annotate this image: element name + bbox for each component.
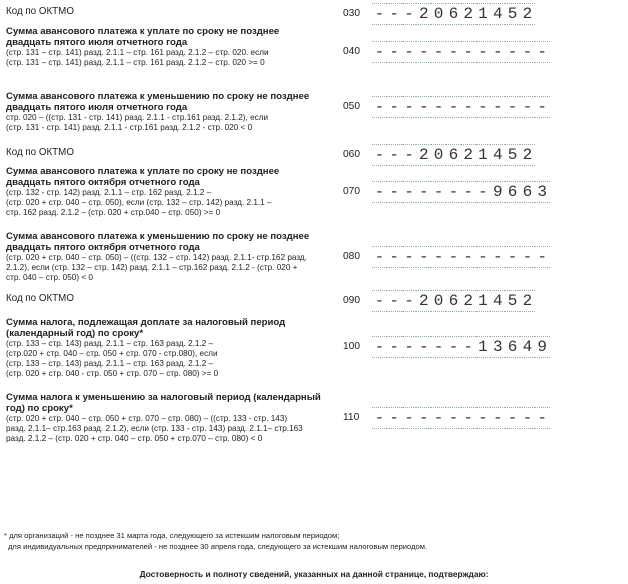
value-cell[interactable]: -	[387, 339, 402, 355]
value-cell[interactable]: -	[535, 99, 550, 115]
value-cell[interactable]: 5	[505, 147, 520, 163]
value-cells-070[interactable]	[372, 184, 550, 200]
value-cell[interactable]: -	[372, 293, 387, 309]
row-formula-line: разд. 2.1.2 – (стр. 020 + стр. 040 – стр. 050 + стр.070 – стр. 080) < 0	[6, 433, 263, 443]
value-cell[interactable]: 3	[490, 339, 505, 355]
value-cells-110[interactable]	[372, 410, 550, 426]
value-cell[interactable]: -	[446, 410, 461, 426]
value-cell[interactable]: -	[461, 410, 476, 426]
row-formula-line: (стр. 131 - стр. 141) разд. 2.1.1 - стр.161 разд. 2.1.2 - стр. 020 < 0	[6, 122, 253, 132]
value-cell[interactable]: -	[476, 99, 491, 115]
value-cell[interactable]: -	[431, 184, 446, 200]
value-cell[interactable]: -	[387, 99, 402, 115]
value-cell[interactable]: -	[402, 184, 417, 200]
value-cell[interactable]: -	[387, 44, 402, 60]
confirmation-text: Достоверность и полноту сведений, указанных на данной странице, подтверждаю:	[139, 569, 489, 579]
row-formula-line: (стр.020 + стр. 040 – стр. 050 + стр. 070 - стр.080), если	[6, 348, 218, 358]
value-cell[interactable]: -	[402, 249, 417, 265]
value-cell[interactable]: 2	[416, 293, 431, 309]
value-cell[interactable]: -	[476, 249, 491, 265]
value-cell[interactable]: -	[402, 293, 417, 309]
value-cell[interactable]: -	[446, 44, 461, 60]
value-cell[interactable]: -	[446, 339, 461, 355]
value-cell[interactable]: 2	[461, 147, 476, 163]
value-cell[interactable]: 6	[446, 147, 461, 163]
value-cell[interactable]: -	[372, 339, 387, 355]
row-formula-line: (стр. 020 + стр. 040 – стр. 050) – ((стр. 132 – стр. 142) разд. 2.1.1- стр.162 разд.	[6, 253, 307, 262]
value-cell[interactable]: 0	[431, 6, 446, 22]
row-formula-line: стр. 162 разд. 2.1.2 – (стр. 020 + стр.040 – стр. 050) >= 0	[6, 207, 221, 217]
value-cell[interactable]: 5	[505, 293, 520, 309]
value-cell[interactable]: -	[520, 410, 535, 426]
row-title: Код по ОКТМО	[6, 6, 74, 17]
value-cell[interactable]: -	[520, 249, 535, 265]
value-cell[interactable]: -	[416, 99, 431, 115]
line-code: 040	[343, 46, 360, 57]
value-cell[interactable]: 5	[505, 6, 520, 22]
line-code: 050	[343, 101, 360, 112]
value-cell[interactable]: -	[461, 339, 476, 355]
row-formula-line: (стр. 020 + стр. 040 - стр. 050 + стр. 070 – стр. 080) >= 0	[6, 368, 219, 378]
row-title: Сумма авансового платежа к уменьшению по сроку не позднее двадцать пятого октября отчетного года	[6, 231, 310, 253]
value-cell[interactable]: 3	[535, 184, 550, 200]
row-description	[6, 392, 324, 444]
value-cell[interactable]: 2	[520, 147, 535, 163]
row-formula-line: (стр. 131 – стр. 141) разд. 2.1.1 – стр. 161 разд. 2.1.2 – стр. 020. если	[6, 48, 269, 57]
value-cell[interactable]: -	[431, 339, 446, 355]
value-cell[interactable]: 2	[416, 147, 431, 163]
row-formula-line: (стр. 133 – стр. 143) разд. 2.1.1 – стр. 163 разд. 2.1.2 –	[6, 358, 214, 368]
value-cell[interactable]: 6	[446, 293, 461, 309]
value-cells-080[interactable]	[372, 249, 550, 265]
row-description	[6, 6, 324, 17]
value-cell[interactable]: -	[476, 410, 491, 426]
value-cell[interactable]: -	[416, 249, 431, 265]
footnote-line-organizations: * для организаций - не позднее 31 марта года, следующего за истекшим налоговым периодом;	[4, 531, 340, 540]
row-title: Код по ОКТМО	[6, 293, 74, 304]
value-cell[interactable]: -	[387, 249, 402, 265]
value-cell[interactable]: -	[490, 410, 505, 426]
value-cells-090[interactable]	[372, 293, 535, 309]
line-code: 060	[343, 149, 360, 160]
value-cell[interactable]: -	[372, 249, 387, 265]
value-cell[interactable]: -	[431, 249, 446, 265]
row-description	[6, 231, 324, 283]
row-description	[6, 317, 324, 379]
line-code: 110	[343, 412, 360, 423]
value-cell[interactable]: 6	[520, 184, 535, 200]
value-cell[interactable]: -	[431, 99, 446, 115]
value-cell[interactable]: 6	[505, 339, 520, 355]
value-cell[interactable]: -	[461, 249, 476, 265]
value-cell[interactable]: -	[387, 147, 402, 163]
line-code: 080	[343, 251, 360, 262]
value-cell[interactable]: -	[535, 44, 550, 60]
row-description	[6, 147, 324, 158]
value-cell[interactable]: -	[446, 184, 461, 200]
value-cell[interactable]: -	[372, 184, 387, 200]
value-cell[interactable]: 2	[461, 6, 476, 22]
value-cell[interactable]: -	[535, 410, 550, 426]
value-cell[interactable]: -	[387, 293, 402, 309]
value-cell[interactable]: 1	[476, 293, 491, 309]
footnote-line-entrepreneurs: для индивидуальных предпринимателей - не позднее 30 апреля года, следующего за истекшим налоговым периодом.	[8, 541, 428, 551]
value-cell[interactable]: 6	[446, 6, 461, 22]
value-cell[interactable]: 4	[490, 293, 505, 309]
value-cell[interactable]: -	[476, 44, 491, 60]
value-cell[interactable]: -	[431, 410, 446, 426]
value-cell[interactable]: 2	[461, 293, 476, 309]
value-cell[interactable]: -	[476, 184, 491, 200]
row-description	[6, 26, 324, 68]
footnote	[4, 531, 427, 552]
value-cell[interactable]: -	[416, 44, 431, 60]
value-cell[interactable]: -	[446, 99, 461, 115]
value-cell[interactable]: 2	[520, 6, 535, 22]
row-formula-line: разд. 2.1.1– стр.163 разд. 2.1.2), если (стр. 133 - стр. 143) разд. 2.1.1– стр.163	[6, 423, 303, 433]
line-code: 100	[343, 341, 360, 352]
value-cell[interactable]: -	[490, 44, 505, 60]
value-cell[interactable]: 4	[520, 339, 535, 355]
value-cell[interactable]: 4	[490, 6, 505, 22]
value-cell[interactable]: -	[402, 410, 417, 426]
value-cell[interactable]: -	[387, 6, 402, 22]
value-cell[interactable]: -	[402, 99, 417, 115]
value-cell[interactable]: -	[372, 410, 387, 426]
value-cells-050[interactable]	[372, 99, 550, 115]
value-cell[interactable]: -	[505, 410, 520, 426]
value-cell[interactable]: -	[431, 44, 446, 60]
row-title: Сумма авансового платежа к уплате по сроку не позднее двадцать пятого июля отчетного года	[6, 26, 280, 48]
row-description	[6, 293, 324, 304]
value-cell[interactable]: -	[372, 44, 387, 60]
value-cell[interactable]: -	[387, 410, 402, 426]
value-cell[interactable]: -	[505, 99, 520, 115]
value-cell[interactable]: -	[402, 44, 417, 60]
value-cell[interactable]: -	[520, 99, 535, 115]
row-formula-line: (стр. 131 – стр. 141) разд. 2.1.1 – стр. 161 разд. 2.1.2 – стр. 020 >= 0	[6, 57, 265, 67]
value-cell[interactable]: -	[372, 99, 387, 115]
value-cells-100[interactable]	[372, 339, 550, 355]
row-description	[6, 166, 324, 218]
value-cell[interactable]: -	[490, 99, 505, 115]
value-cell[interactable]: -	[461, 184, 476, 200]
value-cell[interactable]: 9	[490, 184, 505, 200]
row-title: Сумма авансового платежа к уплате по сроку не позднее двадцать пятого октября отчетного года	[6, 166, 280, 188]
row-formula-line: (стр. 020 + стр. 040 – стр. 050), если (стр. 132 – стр. 142) разд. 2.1.1 –	[6, 197, 272, 207]
row-title: Сумма авансового платежа к уменьшению по сроку не позднее двадцать пятого июля отчетного года	[6, 91, 310, 113]
row-formula-line: (стр. 133 – стр. 143) разд. 2.1.1 – стр. 163 разд. 2.1.2 –	[6, 339, 214, 348]
value-cell[interactable]: -	[416, 410, 431, 426]
line-code: 030	[343, 8, 360, 19]
value-cell[interactable]: -	[461, 99, 476, 115]
row-formula-line: 2.1.2), если (стр. 132 – стр. 142) разд. 2.1.1 – стр.162 разд. 2.1.2 - (стр. 020 +	[6, 262, 298, 272]
value-cell[interactable]: -	[402, 6, 417, 22]
row-formula-line: (стр. 132 - стр. 142) разд. 2.1.1 – стр. 162 разд. 2.1.2 –	[6, 188, 212, 197]
line-code: 070	[343, 186, 360, 197]
value-cell[interactable]: 0	[431, 147, 446, 163]
value-cell[interactable]: 6	[505, 184, 520, 200]
value-cell[interactable]: -	[416, 184, 431, 200]
value-cell[interactable]: -	[387, 184, 402, 200]
value-cell[interactable]: -	[520, 44, 535, 60]
value-cell[interactable]: 2	[416, 6, 431, 22]
value-cell[interactable]: -	[416, 339, 431, 355]
value-cell[interactable]: 1	[476, 147, 491, 163]
row-formula-line: стр. 040 – стр. 050) < 0	[6, 272, 93, 282]
value-cell[interactable]: -	[490, 249, 505, 265]
value-cell[interactable]: 2	[520, 293, 535, 309]
value-cells-060[interactable]	[372, 147, 535, 163]
row-formula-line: стр. 020 – ((стр. 131 - стр. 141) разд. 2.1.1 - стр.161 разд. 2.1.2), если	[6, 113, 269, 122]
value-cell[interactable]: -	[535, 249, 550, 265]
row-title: Сумма налога к уменьшению за налоговый период (календарный год) по сроку*	[6, 392, 321, 414]
value-cell[interactable]: -	[402, 339, 417, 355]
value-cell[interactable]: -	[505, 44, 520, 60]
row-title: Код по ОКТМО	[6, 147, 74, 158]
line-code: 090	[343, 295, 360, 306]
value-cell[interactable]: -	[446, 249, 461, 265]
value-cell[interactable]: -	[372, 147, 387, 163]
value-cell[interactable]: -	[461, 44, 476, 60]
value-cell[interactable]: 1	[476, 6, 491, 22]
value-cells-030[interactable]	[372, 6, 535, 22]
value-cell[interactable]: -	[402, 147, 417, 163]
value-cell[interactable]: -	[372, 6, 387, 22]
value-cells-040[interactable]	[372, 44, 550, 60]
row-description	[6, 91, 324, 133]
value-cell[interactable]: 1	[476, 339, 491, 355]
value-cell[interactable]: 0	[431, 293, 446, 309]
value-cell[interactable]: 4	[490, 147, 505, 163]
row-formula-line: (стр. 020 + стр. 040 – стр. 050 + стр. 070 – стр. 080) – ((стр. 133 - стр. 143)	[6, 414, 288, 423]
value-cell[interactable]: 9	[535, 339, 550, 355]
row-title: Сумма налога, подлежащая доплате за налоговый период (календарный год) по сроку*	[6, 317, 286, 339]
value-cell[interactable]: -	[505, 249, 520, 265]
